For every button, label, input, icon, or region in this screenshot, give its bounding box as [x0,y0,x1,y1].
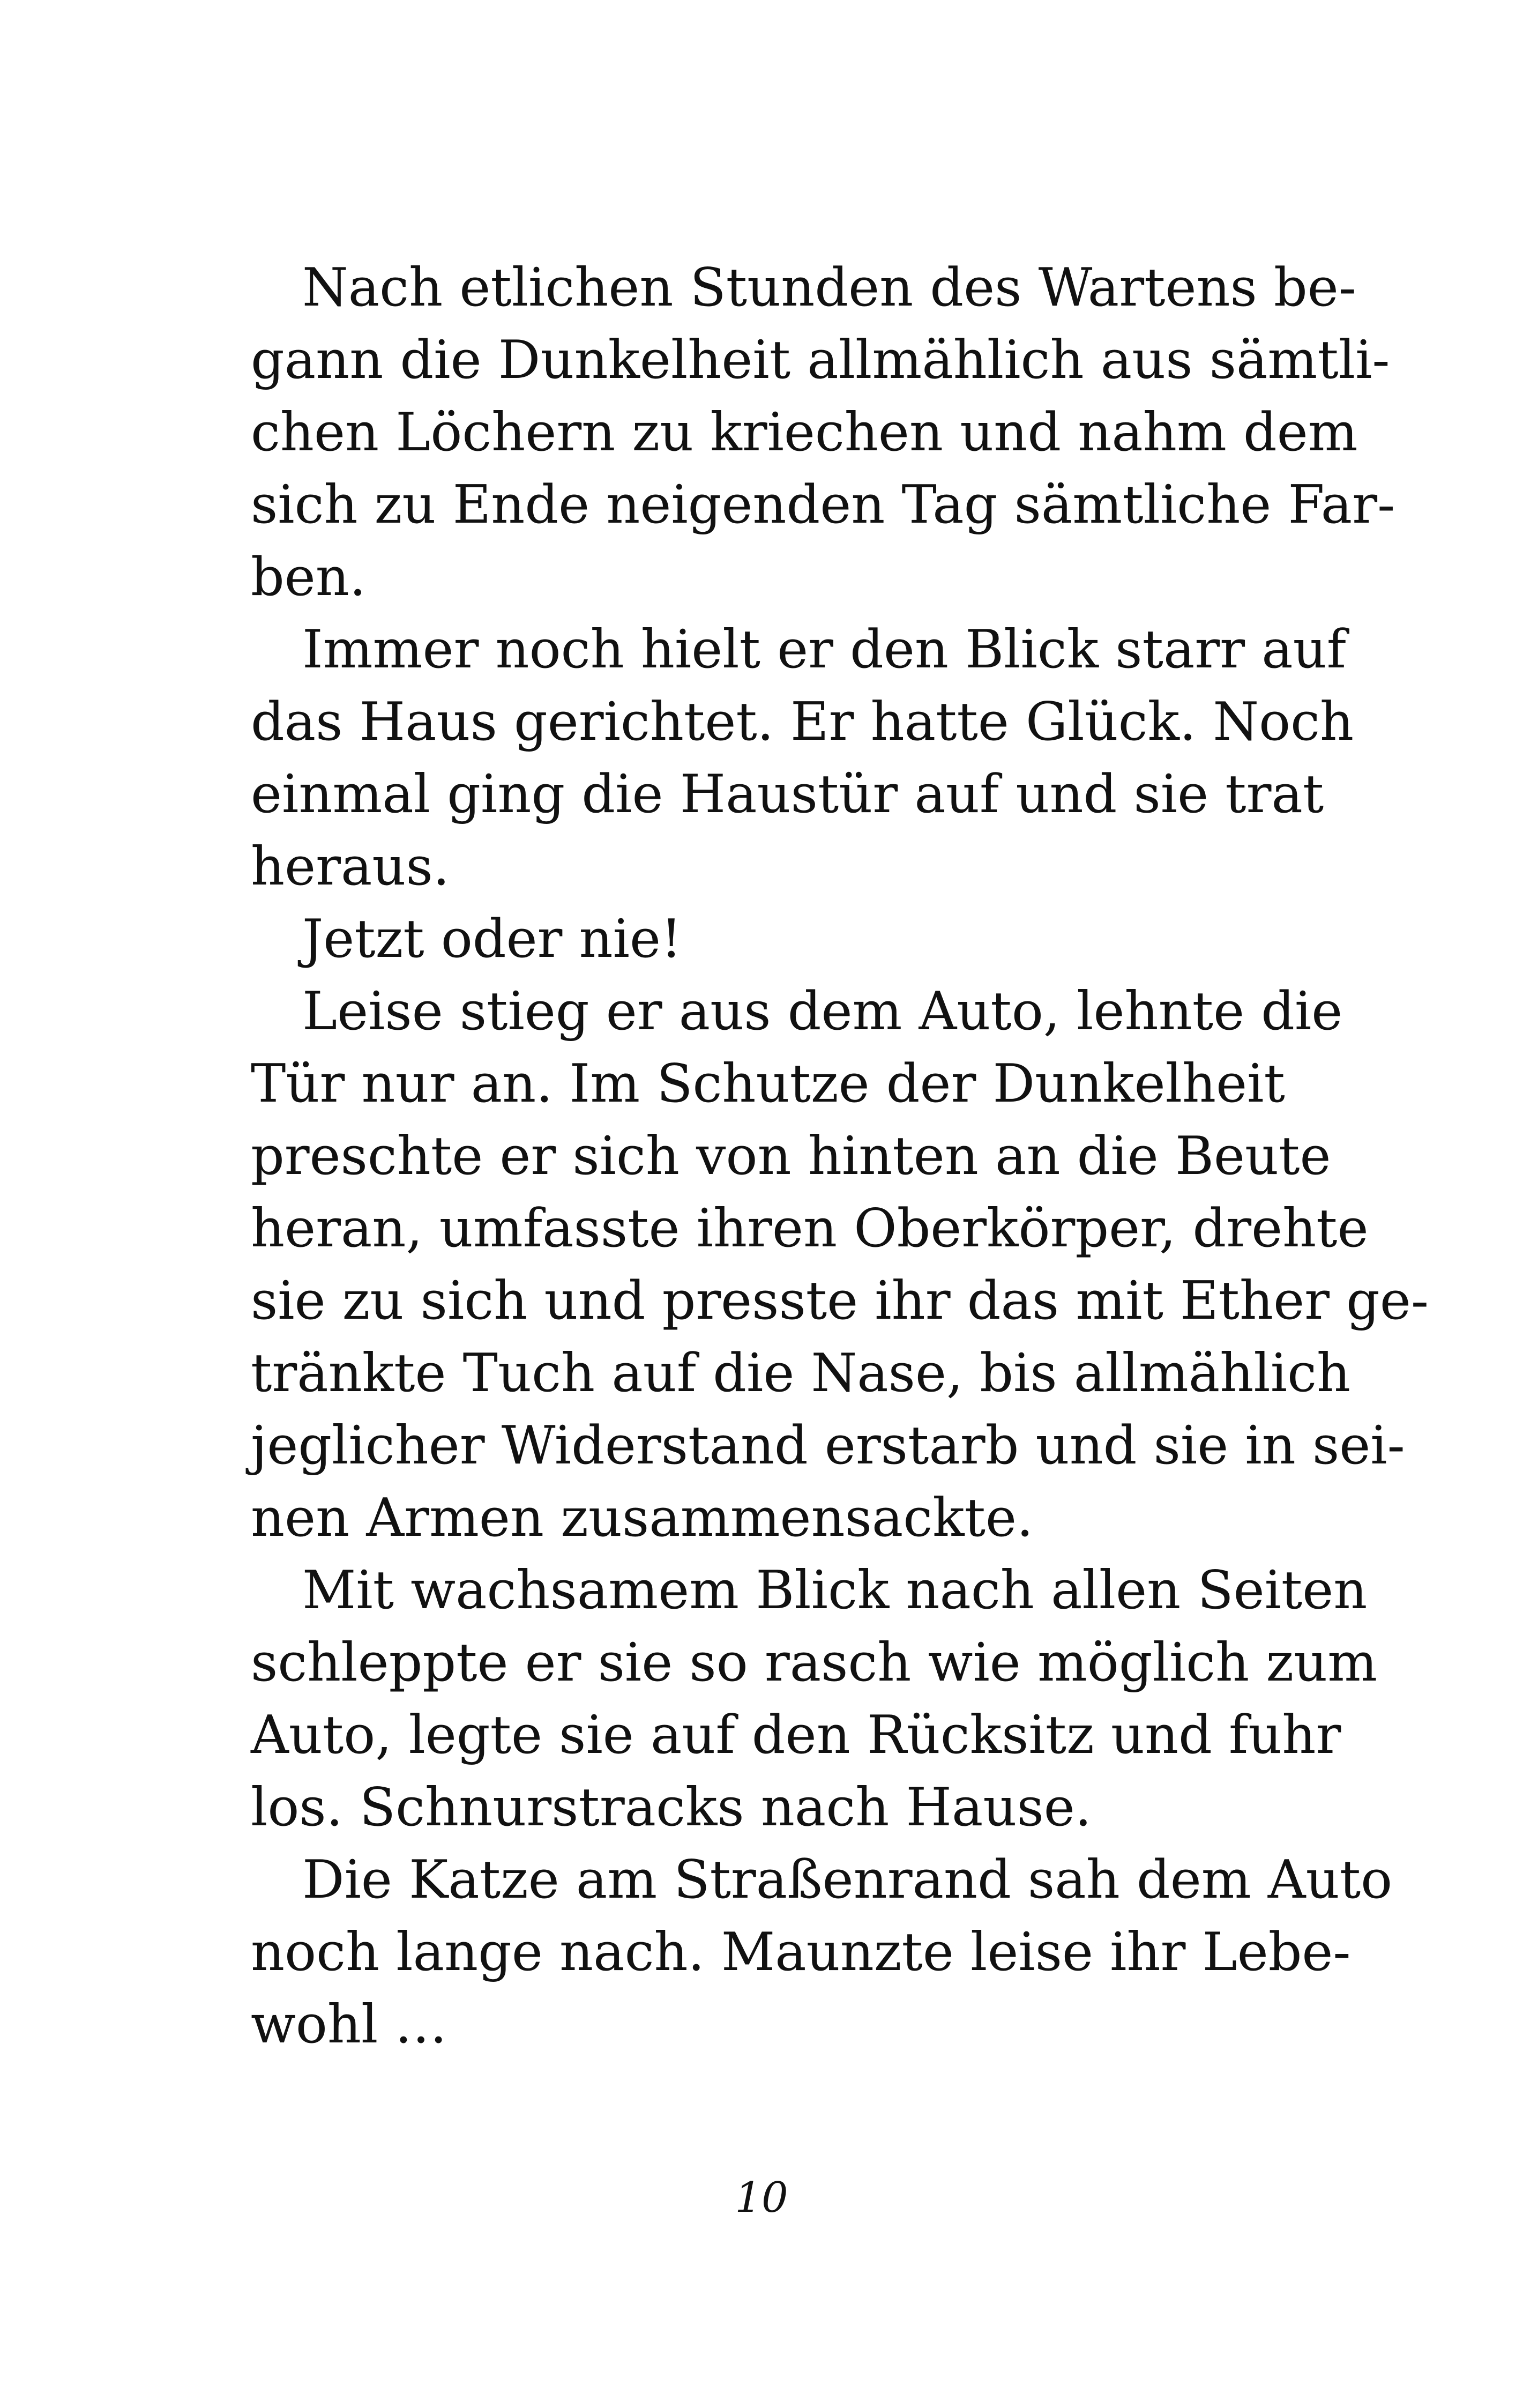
text-line: heran, umfasste ihren Oberkörper, drehte [251,1198,1369,1259]
text-line: Die Katze am Straßenrand sah dem Auto [302,1849,1393,1911]
text-line: Nach etlichen Stunden des Wartens be- [302,257,1356,318]
text-line: preschte er sich von hinten an die Beute [251,1126,1331,1187]
text-line: chen Löchern zu kriechen und nahm dem [251,402,1358,463]
text-line: Leise stieg er aus dem Auto, lehnte die [302,981,1343,1042]
text-line: los. Schnurstracks nach Hause. [251,1777,1092,1838]
text-line: Immer noch hielt er den Blick starr auf [302,619,1347,680]
text-line: jeglicher Widerstand erstarb und sie in sei- [251,1415,1405,1476]
paragraph [251,976,1429,1555]
paragraph [251,1844,1393,2061]
paragraph [251,903,1258,976]
text-line: Jetzt oder nie! [302,909,682,970]
paragraph [251,614,1354,903]
text-line: nen Armen zusammensackte. [251,1488,1034,1549]
text-line: tränkte Tuch auf die Nase, bis allmählich [251,1343,1351,1404]
text-line: Auto, legte sie auf den Rücksitz und fuhr [251,1705,1341,1766]
text-line: Tür nur an. Im Schutze der Dunkelheit [251,1053,1285,1114]
text-line: sie zu sich und presste ihr das mit Ether ge- [251,1270,1429,1332]
text-line: sich zu Ende neigenden Tag sämtliche Far- [251,474,1395,536]
paragraph [251,1555,1378,1844]
text-line: ben. [251,547,366,608]
page-number: 10 [735,2174,788,2222]
text-line: gann die Dunkelheit allmählich aus sämtli- [251,330,1390,391]
text-line: das Haus gerichtet. Er hatte Glück. Noch [251,692,1354,753]
text-line: wohl … [251,1994,447,2055]
text-line: noch lange nach. Maunzte leise ihr Lebe- [251,1922,1351,1983]
text-line: einmal ging die Haustür auf und sie trat [251,764,1324,825]
text-line: Mit wachsamem Blick nach allen Seiten [302,1560,1368,1621]
book-page-body [251,252,1429,2061]
text-line: schleppte er sie so rasch wie möglich zum [251,1632,1378,1693]
text-line: heraus. [251,836,450,897]
paragraph [251,252,1395,614]
